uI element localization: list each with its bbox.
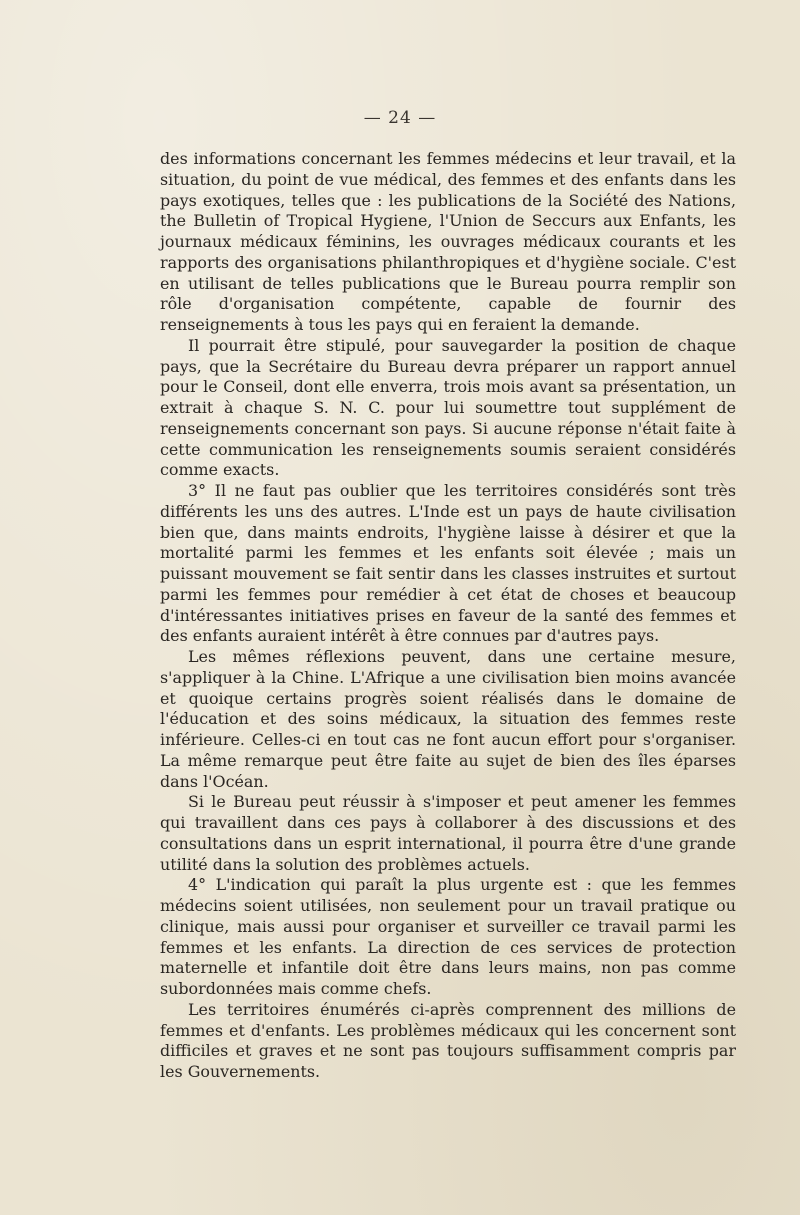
body-text <box>160 149 736 1083</box>
paragraph-territories: Les territoires énumérés ci-après comprennent des millions de femmes et d'enfants. Les problèmes médicaux qui les concernent sont difficiles et graves et ne sont pas toujours suffisamment compris par les Gouvernements. <box>160 999 736 1081</box>
paragraph-china-africa: Les mêmes réflexions peuvent, dans une certaine mesure, s'appliquer à la Chine. L'Afrique a une civilisation bien moins avancée et quoique certains progrès soient réalisés dans le domaine de l'éducation et des soins médicaux, la situation des femmes reste inférieure. Celles-ci en tout cas ne font aucun effort pour s'organiser. La même remarque peut être faite au sujet de bien des îles éparses dans l'Océan. <box>160 647 736 791</box>
paragraph-bureau-collaboration: Si le Bureau peut réussir à s'imposer et peut amener les femmes qui travaillent dans ces pays à collaborer à des discussions et des consultations dans un esprit international, il pourra être d'une grande utilité dans la solution des problèmes actuels. <box>160 792 736 874</box>
paragraph-point-3-india: 3° Il ne faut pas oublier que les territoires considérés sont très différents les uns des autres. L'Inde est un pays de haute civilisation bien que, dans maints endroits, l'hygiène laisse à désirer et que la mortalité parmi les femmes et les enfants soit élevée ; mais un puissant mouvement se fait sentir dans les classes instruites et surtout parmi les femmes pour remédier à cet état de choses et beaucoup d'intéressantes initiatives prises en faveur de la santé des femmes et des enfants auraient intérêt à être connues par d'autres pays. <box>160 481 736 646</box>
page-number: — 24 — <box>363 108 437 128</box>
paragraph-continuation: des informations concernant les femmes médecins et leur travail, et la situation, du point de vue médical, des femmes et des enfants dans les pays exotiques, telles que : les publications de la Société des Nations, the Bulletin of Tropical Hygiene, l'Union de Seccurs aux Enfants, les journaux médicaux féminins, les ouvrages médicaux courants et les rapports des organisations philanthropiques et d'hygiène sociale. C'est en utilisant de telles publications que le Bureau pourra remplir son rôle d'organisation compétente, capable de fournir des renseignements à tous les pays qui en feraient la demande. <box>160 149 736 334</box>
paragraph-point-4-women-doctors: 4° L'indication qui paraît la plus urgente est : que les femmes médecins soient utilisées, non seulement pour un travail pratique ou clinique, mais aussi pour organiser et surveiller ce travail parmi les femmes et les enfants. La direction de ces services de protection maternelle et infantile doit être dans leurs mains, non pas comme subordonnées mais comme chefs. <box>160 875 736 998</box>
paragraph-annual-report: Il pourrait être stipulé, pour sauvegarder la position de chaque pays, que la Secrétaire du Bureau devra préparer un rapport annuel pour le Conseil, dont elle enverra, trois mois avant sa présentation, un extrait à chaque S. N. C. pour lui soumettre tout supplément de renseignements concernant son pays. Si aucune réponse n'était faite à cette communication les renseignements soumis seraient considérés comme exacts. <box>160 335 736 480</box>
